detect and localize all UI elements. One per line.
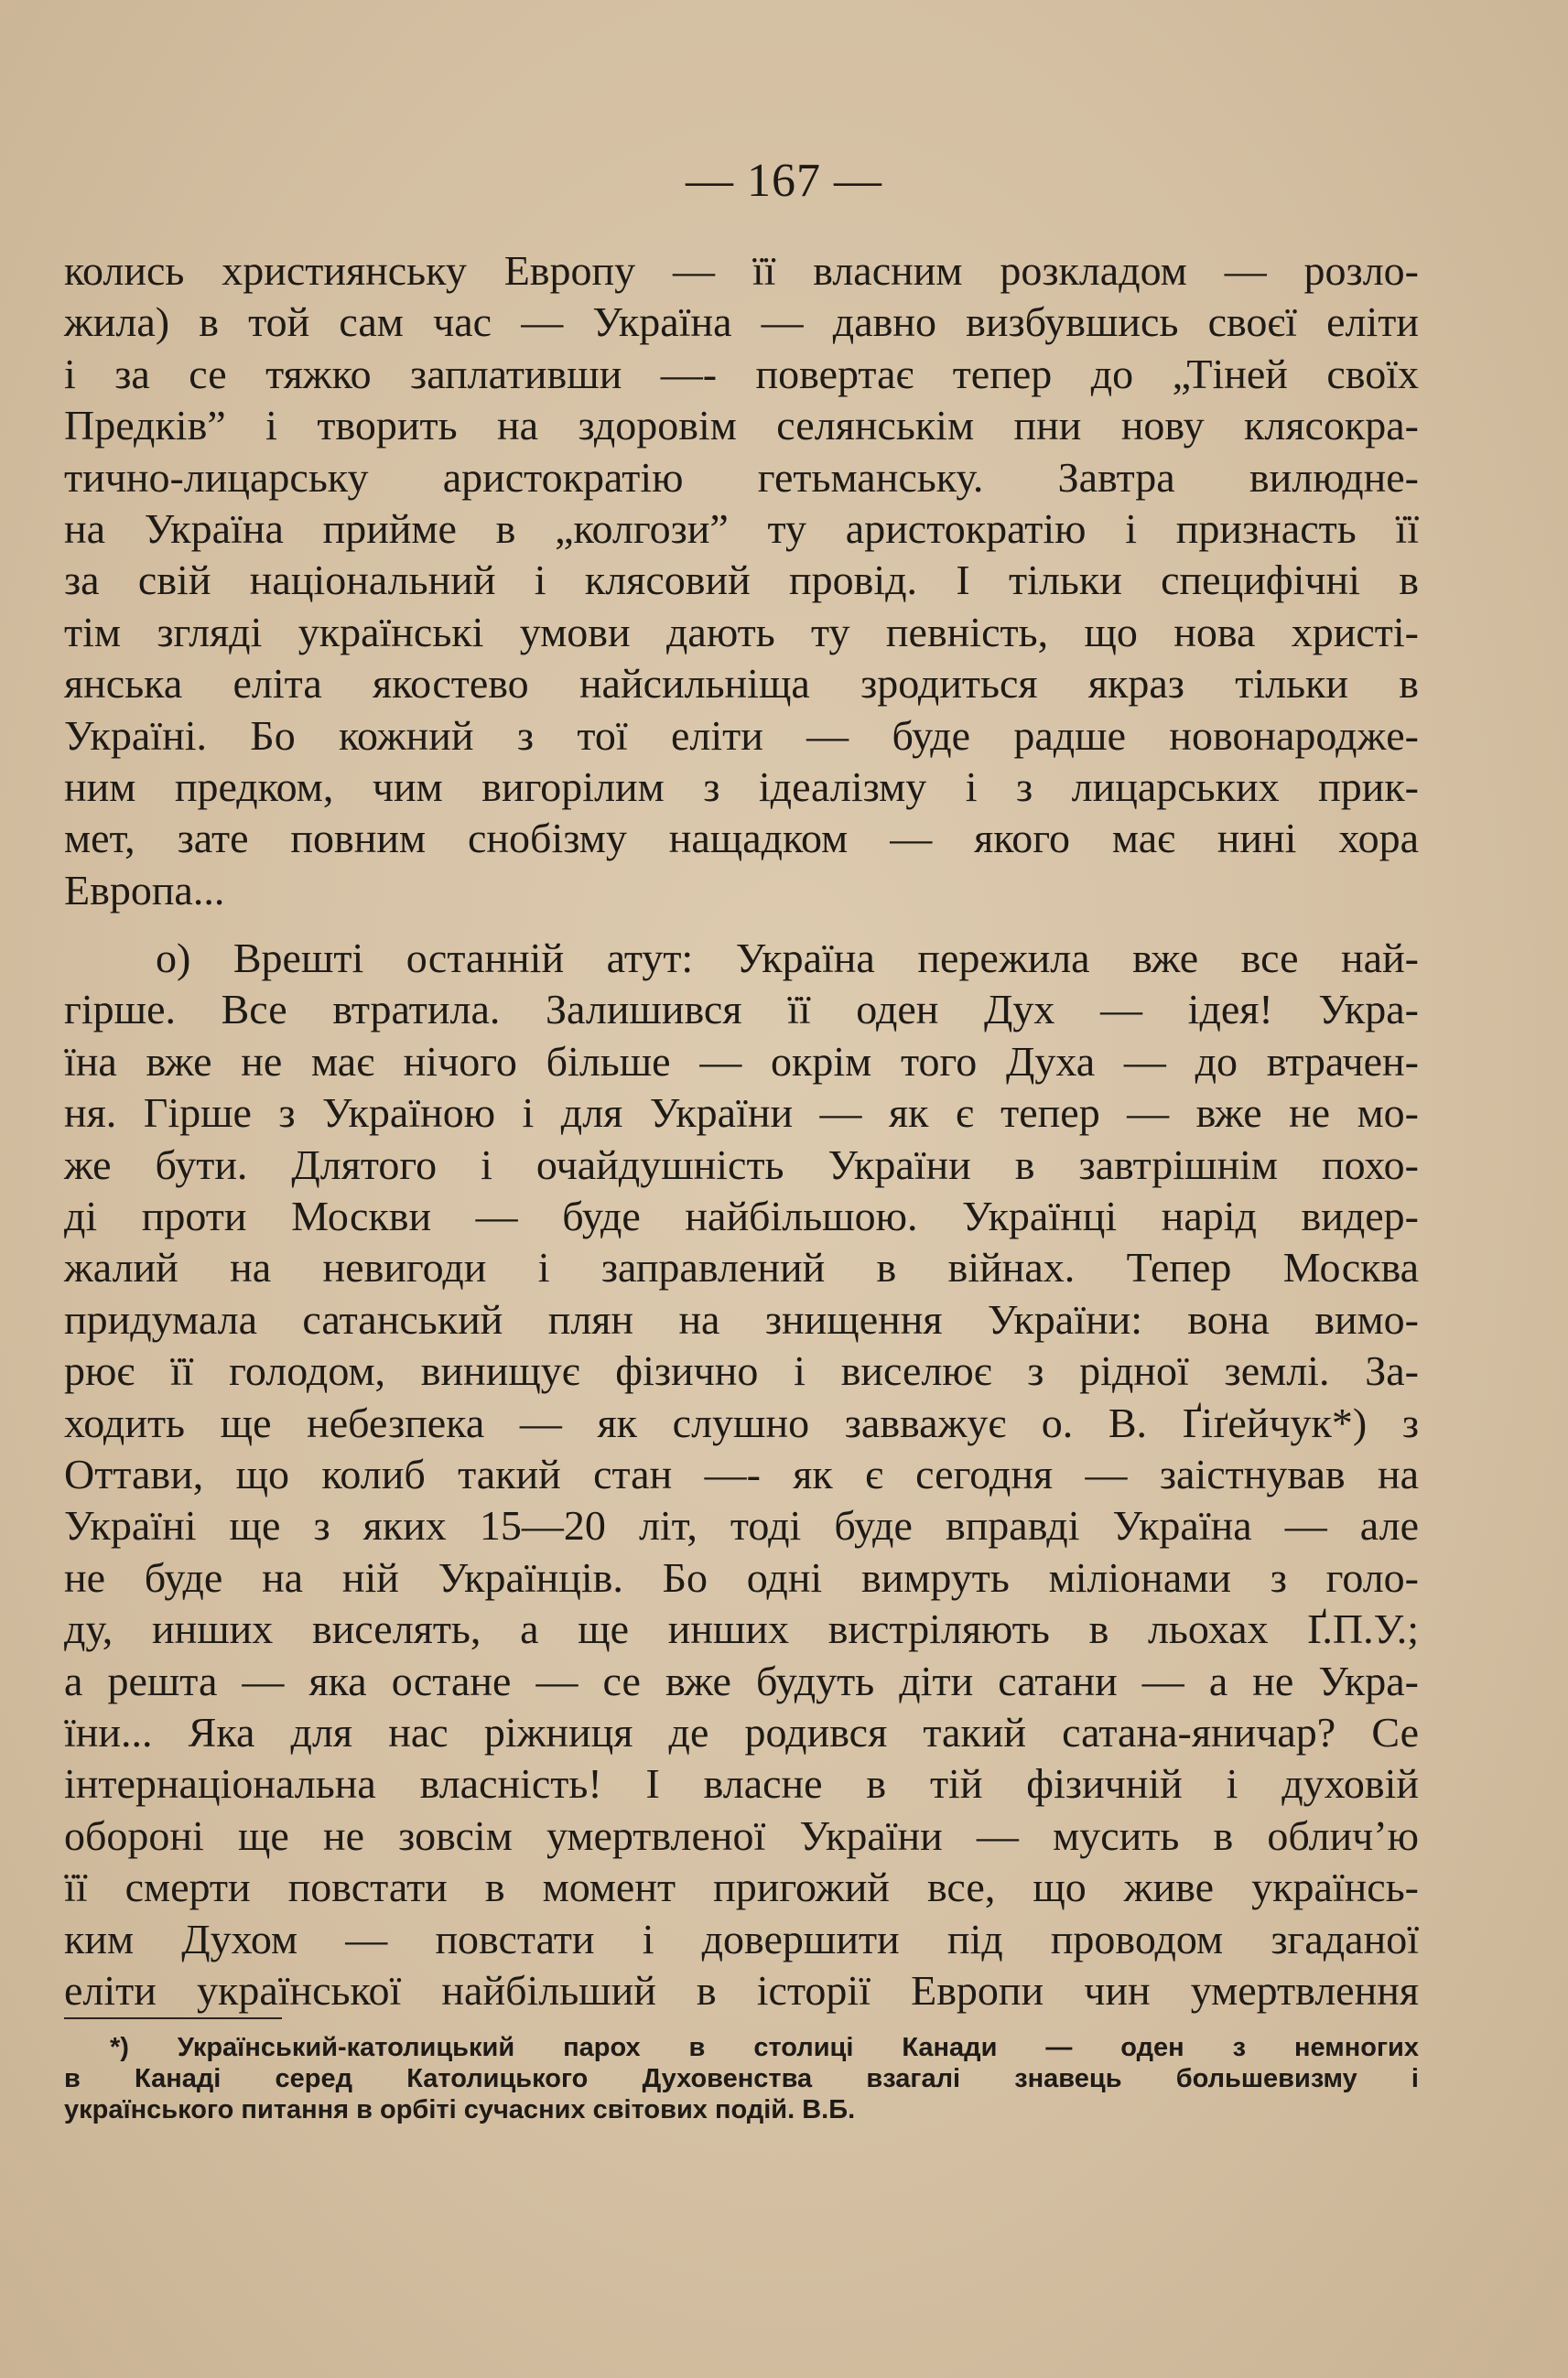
text-line: Україні ще з яких 15—20 літ, тоді буде вправді Україна — але — [64, 1502, 1419, 1550]
text-line: на Україна прийме в „колгози” ту аристократію і признасть її — [64, 504, 1419, 552]
text-line: не буде на ній Українців. Бо одні вимруть міліонами з голо- — [64, 1553, 1419, 1601]
text-line: ді проти Москви — буде найбільшою. Українці нарід видер- — [64, 1193, 1419, 1240]
text-line: Предків” і творить на здоровім селянськім пни нову клясокра- — [64, 402, 1419, 449]
text-line: о) Врешті останній атут: Україна пережила вже все най- — [156, 935, 1419, 982]
footnote-divider — [64, 2017, 282, 2019]
text-line: тично-лицарську аристократію гетьманську. Завтра вилюдне- — [64, 453, 1419, 501]
text-line: їна вже не має нічого більше — окрім того Духа — до втрачен- — [64, 1037, 1419, 1085]
page-number: — 167 — — [686, 155, 882, 207]
text-line: жалий на невигоди і заправлений в війнах. Тепер Москва — [64, 1244, 1419, 1292]
text-line: а решта — яка остане — се вже будуть діти сатани — а не Укра- — [64, 1657, 1419, 1704]
text-line: її смерти повстати в момент пригожий все, що живе українсь- — [64, 1864, 1419, 1911]
text-line: гірше. Все втратила. Залишився її оден Дух — ідея! Укра- — [64, 986, 1419, 1033]
text-line: же бути. Длятого і очайдушність України в завтрішнім похо- — [64, 1140, 1419, 1188]
text-line: тім згляді українські умови дають ту певність, що нова христі- — [64, 608, 1419, 655]
text-line: ходить ще небезпека — як слушно завважує о. В. Ґіґейчук*) з — [64, 1399, 1419, 1446]
footnote-line: українського питання в орбіті сучасних світових подій. В.Б. — [64, 2095, 856, 2124]
text-line: за свій національний і клясовий провід. І тільки специфічні в — [64, 557, 1419, 604]
paragraph-gap — [64, 916, 1419, 933]
text-line: і за се тяжко заплативши —- повертає тепер до „Тіней своїх — [64, 350, 1419, 397]
text-line: ним предком, чим вигорілим з ідеалізму і з лицарських прик- — [64, 762, 1419, 810]
footnote-line: в Канаді серед Католицького Духовенства взагалі знавець большевизму і — [64, 2064, 1419, 2093]
text-line: їни... Яка для нас ріжниця де родився такий сатана-яничар? Се — [64, 1708, 1419, 1756]
footnote — [64, 2032, 1419, 2125]
text-line: обороні ще не зовсім умертвленої України — мусить в обличʼю — [64, 1811, 1419, 1859]
text-line: ким Духом — повстати і довершити під проводом згаданої — [64, 1915, 1419, 1962]
text-line: Україні. Бо кожний з тої еліти — буде радше новонароджe- — [64, 711, 1419, 759]
text-line: Оттави, що колиб такий стан —- як є сегодня — заістнував на — [64, 1450, 1419, 1497]
text-line: придумала сатанський плян на знищення України: вона вимо- — [64, 1295, 1419, 1343]
text-line: рює її голодом, винищує фізично і виселює з рідної землі. За- — [64, 1347, 1419, 1395]
text-line: мет, зате повним снобізму нащадком — якого має нині хора — [64, 815, 1419, 862]
text-line: жила) в той сам час — Україна — давно визбувшись своєї еліти — [64, 298, 1419, 346]
text-line: янська еліта якостево найсильніща зродиться якраз тільки в — [64, 660, 1419, 708]
text-line: еліти української найбільший в історії Европи чин умертвлення — [64, 1966, 1419, 2014]
footnote-line: *) Український-католицький парох в столиці Канади — оден з немногих — [110, 2033, 1419, 2062]
paragraph-2 — [64, 933, 1419, 2016]
text-line: інтернаціональна власність! І власне в тій фізичній і духовій — [64, 1760, 1419, 1808]
text-line: Европа... — [64, 866, 225, 913]
paragraph-1 — [64, 245, 1419, 916]
text-line: ду, инших виселять, а ще инших вистріляють в льохах Ґ.П.У.; — [64, 1605, 1419, 1653]
text-line: колись християнську Европу — її власним розкладом — розло- — [64, 247, 1419, 294]
body-text — [64, 245, 1419, 2016]
text-line: ня. Гірше з Україною і для України — як є тепер — вже не мо- — [64, 1089, 1419, 1137]
